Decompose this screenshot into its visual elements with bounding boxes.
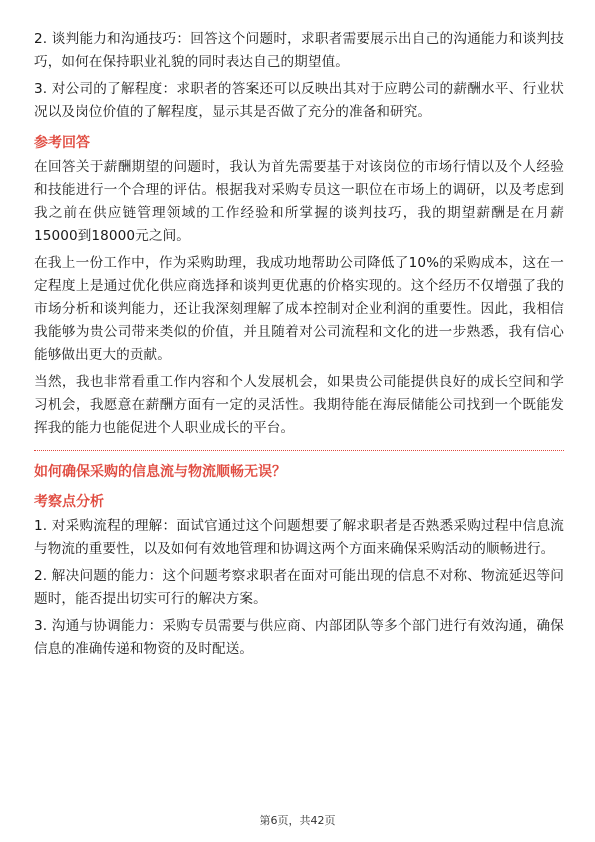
analysis-item-process: 1. 对采购流程的理解：面试官通过这个问题想要了解求职者是否熟悉采购过程中信息流与物流的重要性，以及如何有效地管理和协调这两个方面来确保采购活动的顺畅进行。: [34, 518, 564, 557]
question-title: 如何确保采购的信息流与物流顺畅无误？: [34, 464, 286, 480]
page-number: 第6页，共42页: [259, 814, 336, 827]
reference-paragraph-1: 在回答关于薪酬期望的问题时，我认为首先需要基于对该岗位的市场行情以及个人经验和技能进行一个合理的评估。根据我对采购专员这一职位在市场上的调研，以及考虑到我之前在供应链管理领域的工作经验和所掌握的谈判技巧，我的期望薪酬是在月薪15000到18000元之间。: [34, 159, 564, 244]
reference-paragraph-3: 当然，我也非常看重工作内容和个人发展机会，如果贵公司能提供良好的成长空间和学习机会，我愿意在薪酬方面有一定的灵活性。我期待能在海辰储能公司找到一个既能发挥我的能力也能促进个人职业成长的平台。: [34, 374, 564, 436]
section-divider: [34, 450, 564, 451]
reference-paragraph-2: 在我上一份工作中，作为采购助理，我成功地帮助公司降低了10%的采购成本，这在一定程度上是通过优化供应商选择和谈判更优惠的价格实现的。这个经历不仅增强了我的市场分析和谈判能力，还让我深刻理解了成本控制对企业利润的重要性。因此，我相信我能够为贵公司带来类似的价值，并且随着对公司流程和文化的进一步熟悉，我有信心能够做出更大的贡献。: [34, 255, 564, 363]
analysis-item-negotiation: 2. 谈判能力和沟通技巧：回答这个问题时，求职者需要展示出自己的沟通能力和谈判技巧，如何在保持职业礼貌的同时表达自己的期望值。: [34, 31, 564, 70]
reference-answer-heading: 参考回答: [34, 135, 90, 151]
document-page: [34, 28, 564, 665]
analysis-item-problem-solving: 2. 解决问题的能力：这个问题考察求职者在面对可能出现的信息不对称、物流延迟等问题时，能否提出切实可行的解决方案。: [34, 568, 564, 607]
analysis-heading: 考察点分析: [34, 494, 104, 510]
analysis-item-communication: 3. 沟通与协调能力：采购专员需要与供应商、内部团队等多个部门进行有效沟通，确保信息的准确传递和物资的及时配送。: [34, 618, 564, 657]
analysis-item-company-knowledge: 3. 对公司的了解程度：求职者的答案还可以反映出其对于应聘公司的薪酬水平、行业状况以及岗位价值的了解程度，显示其是否做了充分的准备和研究。: [34, 81, 564, 120]
